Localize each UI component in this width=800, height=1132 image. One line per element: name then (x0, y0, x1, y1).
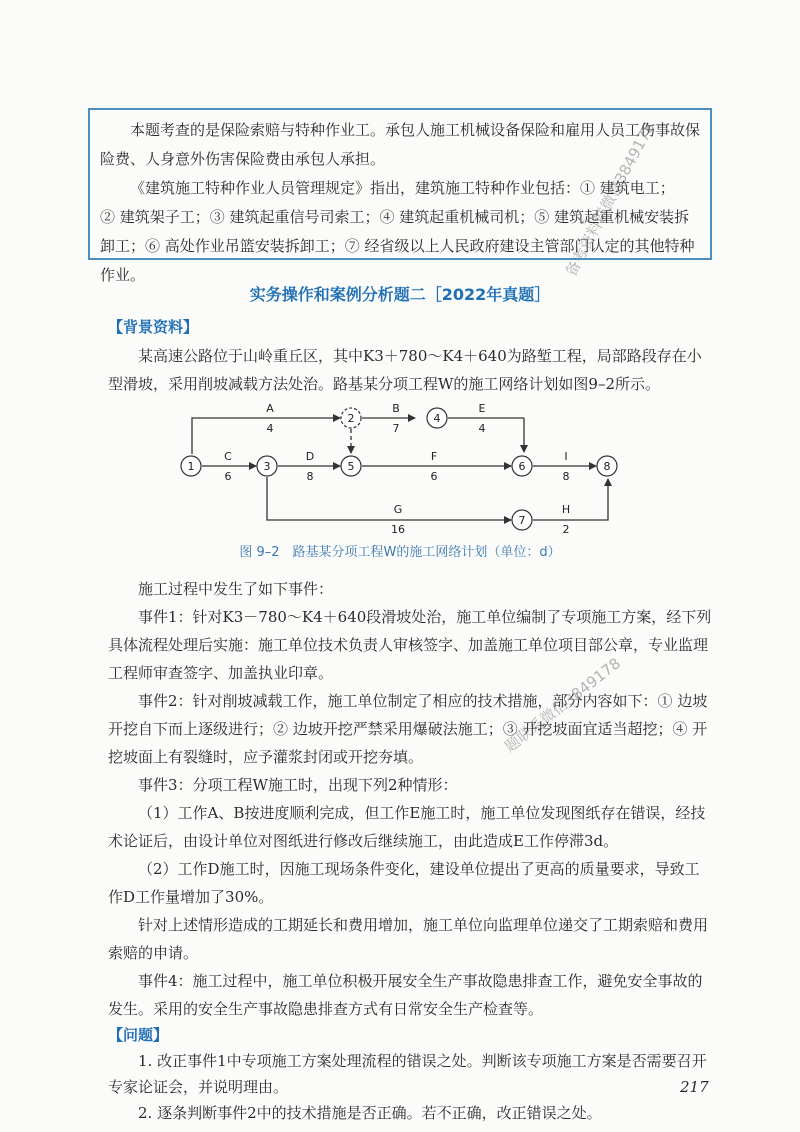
question-2: 2. 逐条判断事件2中的技术措施是否正确。若不正确，改正错误之处。 (138, 1104, 602, 1122)
background-heading: 【背景资料】 (108, 318, 199, 336)
activity-name-h: H (561, 503, 571, 516)
node-label-4: 4 (433, 412, 441, 425)
activity-duration-b: 7 (392, 422, 400, 435)
question-1: 1. 改正事件1中专项施工方案处理流程的错误之处。判断该专项施工方案是否需要召开专家论证会，并说明理由。 (108, 1052, 707, 1096)
activity-name-c: C (224, 450, 232, 463)
explanation-paragraph-1: 本题考查的是保险索赔与特种作业工。承包人施工机械设备保险和雇用人员工伤事故保险费、人身意外伤害保险费由承包人承担。 (100, 121, 701, 168)
node-label-6: 6 (518, 460, 526, 473)
figure-caption: 图 9–2 路基某分项工程W的施工网络计划（单位：d） (239, 545, 561, 560)
activity-name-d: D (305, 450, 315, 463)
node-label-2: 2 (347, 412, 355, 425)
node-label-3: 3 (263, 460, 271, 473)
activity-duration-c: 6 (224, 470, 232, 483)
event-4: 事件4：施工过程中，施工单位积极开展安全生产事故隐患排查工作，避免安全事故的发生。采用的安全生产事故隐患排查方式有日常安全生产检查等。 (108, 972, 703, 1018)
activity-duration-g: 16 (391, 523, 405, 536)
explanation-paragraph-2: 《建筑施工特种作业人员管理规定》指出，建筑施工特种作业包括：① 建筑电工； (130, 179, 675, 197)
activity-name-e: E (478, 402, 486, 415)
activity-name-a: A (266, 402, 274, 415)
event-2: 事件2：针对削坡减载工作，施工单位制定了相应的技术措施，部分内容如下：① 边坡开挖自下而上逐级进行；② 边坡开挖严禁采用爆破法施工；③ 开挖坡面宜适当超挖；④ 开挖坡面上有裂缝时，应予灌浆封闭或开挖夯填。 (108, 692, 708, 766)
event-3-case-2: （2）工作D施工时，因施工现场条件变化，建设单位提出了更高的质量要求，导致工作D工作量增加了30%。 (108, 860, 700, 906)
activity-duration-i: 8 (562, 470, 570, 483)
page-title: 实务操作和案例分析题二［2022年真题］ (249, 285, 551, 304)
node-label-5: 5 (347, 460, 355, 473)
activity-duration-f: 6 (430, 470, 438, 483)
arrow-g (267, 477, 511, 520)
page-number: 217 (680, 1078, 709, 1096)
background-text: 某高速公路位于山岭重丘区，其中K3＋780～K4＋640为路堑工程，局部路段存在小型滑坡，采用削坡减载方法处治。路基某分项工程W的施工网络计划如图9–2所示。 (108, 347, 702, 393)
network-diagram (170, 396, 630, 542)
node-label-8: 8 (603, 460, 611, 473)
activity-duration-a: 4 (266, 422, 274, 435)
activity-duration-e: 4 (478, 422, 486, 435)
activity-duration-h: 2 (562, 523, 570, 536)
watermark-diagonal: 备考资料群微信3849178 (561, 119, 659, 280)
explanation-paragraph-3: ② 建筑架子工；③ 建筑起重信号司索工；④ 建筑起重机械司机；⑤ 建筑起重机械安装拆卸工；⑥ 高处作业吊篮安装拆卸工；⑦ 经省级以上人民政府建设主管部门认定的其他特种作业。 (100, 208, 695, 284)
activity-name-b: B (392, 402, 400, 415)
activity-name-i: I (564, 450, 568, 463)
node-label-7: 7 (518, 514, 526, 527)
events-intro: 施工过程中发生了如下事件： (138, 580, 334, 598)
activity-name-f: F (430, 450, 438, 463)
arrow-h (533, 479, 608, 520)
event-1: 事件1：针对K3－780～K4＋640段滑坡处治，施工单位编制了专项施工方案，经下列具体流程处理后实施：施工单位技术负责人审核签字、加盖施工单位项目部公章，专业监理工程师审查签字、加盖执业印章。 (108, 608, 712, 682)
activity-name-g: G (393, 503, 403, 516)
event-3-claim: 针对上述情形造成的工期延长和费用增加，施工单位向监理单位递交了工期索赔和费用索赔的申请。 (108, 916, 709, 962)
watermark-center: 题联系微信3849178 (501, 654, 625, 756)
event-3-case-1: （1）工作A、B按进度顺利完成，但工作E施工时，施工单位发现图纸存在错误，经技术论证后，由设计单位对图纸进行修改后继续施工，由此造成E工作停滞3d。 (108, 804, 706, 850)
activity-duration-d: 8 (306, 470, 314, 483)
questions-heading: 【问题】 (108, 1026, 169, 1044)
node-label-1: 1 (187, 460, 195, 473)
event-3: 事件3：分项工程W施工时，出现下列2种情形： (138, 776, 458, 794)
